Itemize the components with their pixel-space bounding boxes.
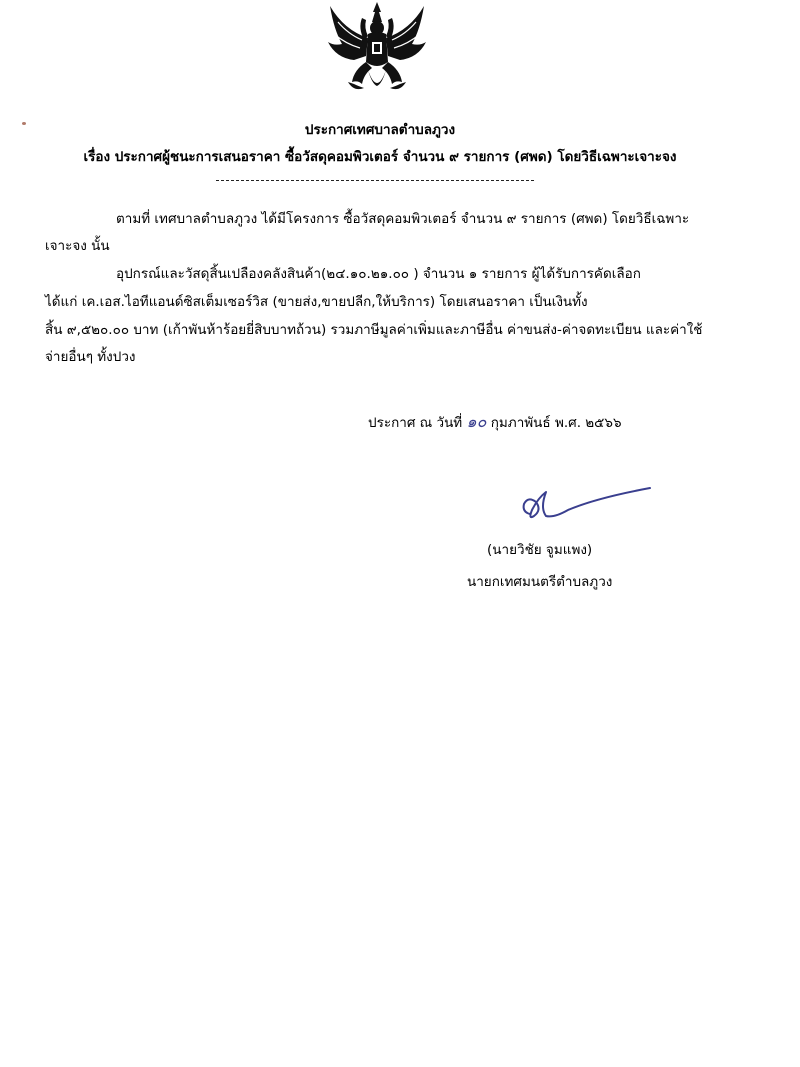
announce-day-handwritten: ๑๐ xyxy=(466,412,487,431)
header-divider xyxy=(216,180,534,181)
garuda-emblem-icon xyxy=(324,0,430,98)
signatory-name: (นายวิชัย จูมแพง) xyxy=(487,542,593,558)
announce-prefix: ประกาศ ณ วันที่ xyxy=(368,415,463,431)
document-subject: เรื่อง ประกาศผู้ชนะการเสนอราคา ซื้อวัสดุคอมพิวเตอร์ จำนวน ๙ รายการ (ศพด) โดยวิธีเฉพาะเจาะจง xyxy=(83,149,677,165)
paragraph-2-line-1: อุปกรณ์และวัสดุสิ้นเปลืองคลังสินค้า(๒๔.๑๐.๒๑.๐๐ ) จำนวน ๑ รายการ ผู้ได้รับการคัดเลือก xyxy=(116,266,641,282)
signature-mark xyxy=(516,480,656,530)
paragraph-2-line-4: จ่ายอื่นๆ ทั้งปวง xyxy=(45,349,136,365)
signatory-position: นายกเทศมนตรีตำบลภูวง xyxy=(467,574,613,590)
announce-month-year: กุมภาพันธ์ พ.ศ. ๒๕๖๖ xyxy=(490,415,622,431)
paragraph-2-line-3: สิ้น ๙,๕๒๐.๐๐ บาท (เก้าพันห้าร้อยยี่สิบบาทถ้วน) รวมภาษีมูลค่าเพิ่มและภาษีอื่น ค่าขนส่ง-ค่าจดทะเบียน และค่าใช้ xyxy=(45,322,703,338)
paragraph-1-line-1: ตามที่ เทศบาลตำบลภูวง ได้มีโครงการ ซื้อวัสดุคอมพิวเตอร์ จำนวน ๙ รายการ (ศพด) โดยวิธีเฉพาะ xyxy=(116,211,690,227)
paragraph-2-line-2: ได้แก่ เค.เอส.ไอทีแอนด์ซิสเต็มเซอร์วิส (ขายส่ง,ขายปลีก,ให้บริการ) โดยเสนอราคา เป็นเงินทั้ง xyxy=(45,294,588,310)
paragraph-1-line-2: เจาะจง นั้น xyxy=(45,238,110,254)
announcement-date xyxy=(368,413,622,432)
org-title: ประกาศเทศบาลตำบลภูวง xyxy=(304,122,456,138)
